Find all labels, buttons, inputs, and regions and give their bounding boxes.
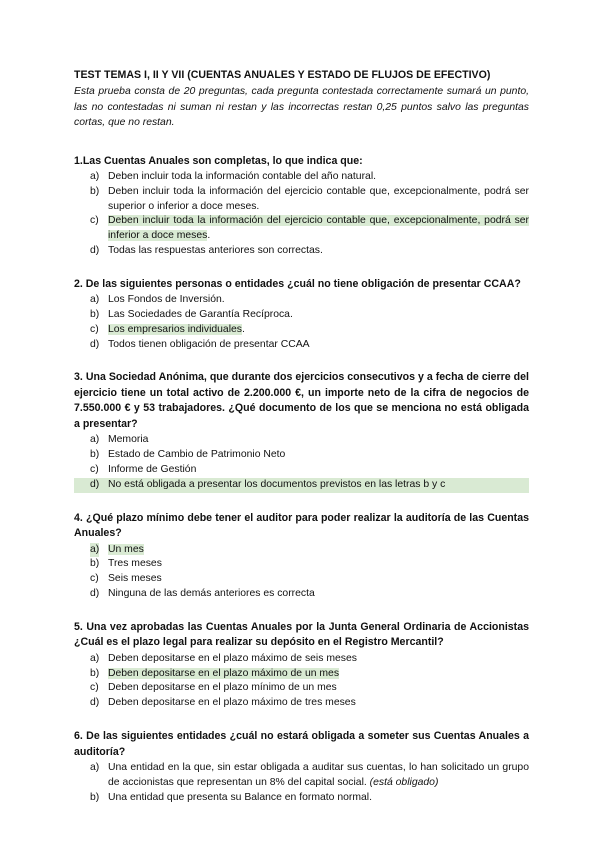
option-letter: b) [90,309,100,321]
option-a [74,652,529,667]
option-letter: d) [90,697,100,709]
option-text: Una entidad que presenta su Balance en formato normal. [108,791,372,803]
question-2 [74,277,529,353]
answer-note: (está obligado) [369,776,439,788]
option-d [74,338,529,353]
options-list [74,652,529,711]
option-text: Las Sociedades de Garantía Recíproca. [108,309,293,321]
option-letter: d) [90,478,100,490]
option-text: Todos tienen obligación de presentar CCAA [108,338,310,350]
option-text: Estado de Cambio de Patrimonio Neto [108,449,286,461]
option-c [74,681,529,696]
option-letter: b) [90,667,100,679]
option-letter: d) [90,338,100,350]
option-a [74,293,529,308]
option-text: Una entidad en la que, sin estar obligada a auditar sus cuentas, lo han solicitado un grupo de accionistas que representan un 8% del capital social. [108,762,529,788]
option-suffix: . [207,230,211,242]
option-d [74,696,529,711]
option-b [74,185,529,215]
option-c [74,463,529,478]
option-text: Deben incluir toda la información del ejercicio contable que, excepcionalmente, podrá ser superior o inferior a doce meses. [108,185,529,212]
option-letter: c) [90,573,99,585]
option-text: Ninguna de las demás anteriores es correcta [108,588,315,600]
option-text: Deben incluir toda la información contable del año natural. [108,171,377,182]
highlighted-answer: Los empresarios individuales [108,323,242,335]
option-text: Todas las respuestas anteriores son correctas. [108,244,323,256]
option-letter: c) [90,323,99,335]
highlighted-answer: Deben depositarse en el plazo máximo de un mes [108,667,340,679]
option-b [74,791,529,806]
option-letter: c) [90,682,99,694]
options-list [74,761,529,805]
question-text: 4. ¿Qué plazo mínimo debe tener el auditor para poder realizar la auditoría de las Cuentas Anuales? [74,511,529,540]
question-text: 3. Una Sociedad Anónima, que durante dos ejercicios consecutivos y a fecha de cierre del ejercicio tiene un total activo de 2.200.000 €, un importe neto de la cifra de negocios de 7.550.000 € y 53 trabajadores. ¿Qué documento de los que se menciona no está obligada a presentar? [74,371,529,430]
question-1 [74,154,529,259]
option-letter: d) [90,244,100,256]
option-letter: a) [90,171,100,182]
option-letter: c) [90,464,99,476]
option-c [74,572,529,587]
option-d [74,244,529,259]
option-text: Seis meses [108,573,162,585]
option-letter: a) [90,652,100,664]
option-letter: a) [90,294,100,306]
option-text: Memoria [108,434,149,446]
option-letter: b) [90,558,100,570]
option-c [74,323,529,338]
option-letter: a) [90,434,100,446]
option-letter: c) [90,215,99,227]
question-3 [74,370,529,492]
option-letter: b) [90,449,100,461]
option-b [74,448,529,463]
highlighted-answer: Un mes [108,543,144,555]
option-letter: a) [90,543,99,558]
option-c [74,214,529,244]
option-a [74,170,529,185]
options-list [74,170,529,259]
option-letter: d) [90,588,100,600]
option-a [74,543,529,558]
option-text: Los Fondos de Inversión. [108,294,225,306]
question-6 [74,729,529,805]
question-5 [74,620,529,711]
option-d [74,478,529,493]
option-d [74,587,529,602]
option-letter: b) [90,791,100,803]
option-b [74,557,529,572]
options-list [74,293,529,352]
option-suffix: . [242,323,245,335]
option-b [74,667,529,682]
question-text: 1.Las Cuentas Anuales son completas, lo que indica que: [74,154,363,167]
option-text: Deben depositarse en el plazo máximo de tres meses [108,697,356,709]
option-text: Deben depositarse en el plazo máximo de seis meses [108,652,357,664]
option-b [74,308,529,323]
option-text: Tres meses [108,558,162,570]
options-list [74,543,529,602]
options-list [74,433,529,492]
question-text: 2. De las siguientes personas o entidades ¿cuál no tiene obligación de presentar CCAA? [74,277,521,290]
highlighted-answer: No está obligada a presentar los documentos previstos en las letras b y c [108,478,446,490]
option-a [74,433,529,448]
highlighted-answer: Deben incluir toda la información del ejercicio contable que, excepcionalmente, podrá ser inferior a doce meses [108,215,529,242]
option-letter: a) [90,762,100,774]
option-a [74,761,529,791]
question-text: 5. Una vez aprobadas las Cuentas Anuales por la Junta General Ordinaria de Accionistas ¿Cuál es el plazo legal para realizar su depósito en el Registro Mercantil? [74,620,529,649]
option-text: Deben depositarse en el plazo mínimo de un mes [108,682,337,694]
document-title: TEST TEMAS I, II Y VII (CUENTAS ANUALES Y ESTADO DE FLUJOS DE EFECTIVO) [74,69,491,81]
question-text: 6. De las siguientes entidades ¿cuál no estará obligada a someter sus Cuentas Anuales a auditoría? [74,730,529,758]
option-text: Informe de Gestión [108,464,197,476]
question-4 [74,511,529,602]
option-letter: b) [90,185,100,197]
instructions-paragraph: Esta prueba consta de 20 preguntas, cada pregunta contestada correctamente sumará un punto, las no contestadas ni suman ni restan y las incorrectas restan 0,25 puntos salvo las preguntas cortas, que no restan. [74,86,529,128]
document-page [74,68,529,805]
